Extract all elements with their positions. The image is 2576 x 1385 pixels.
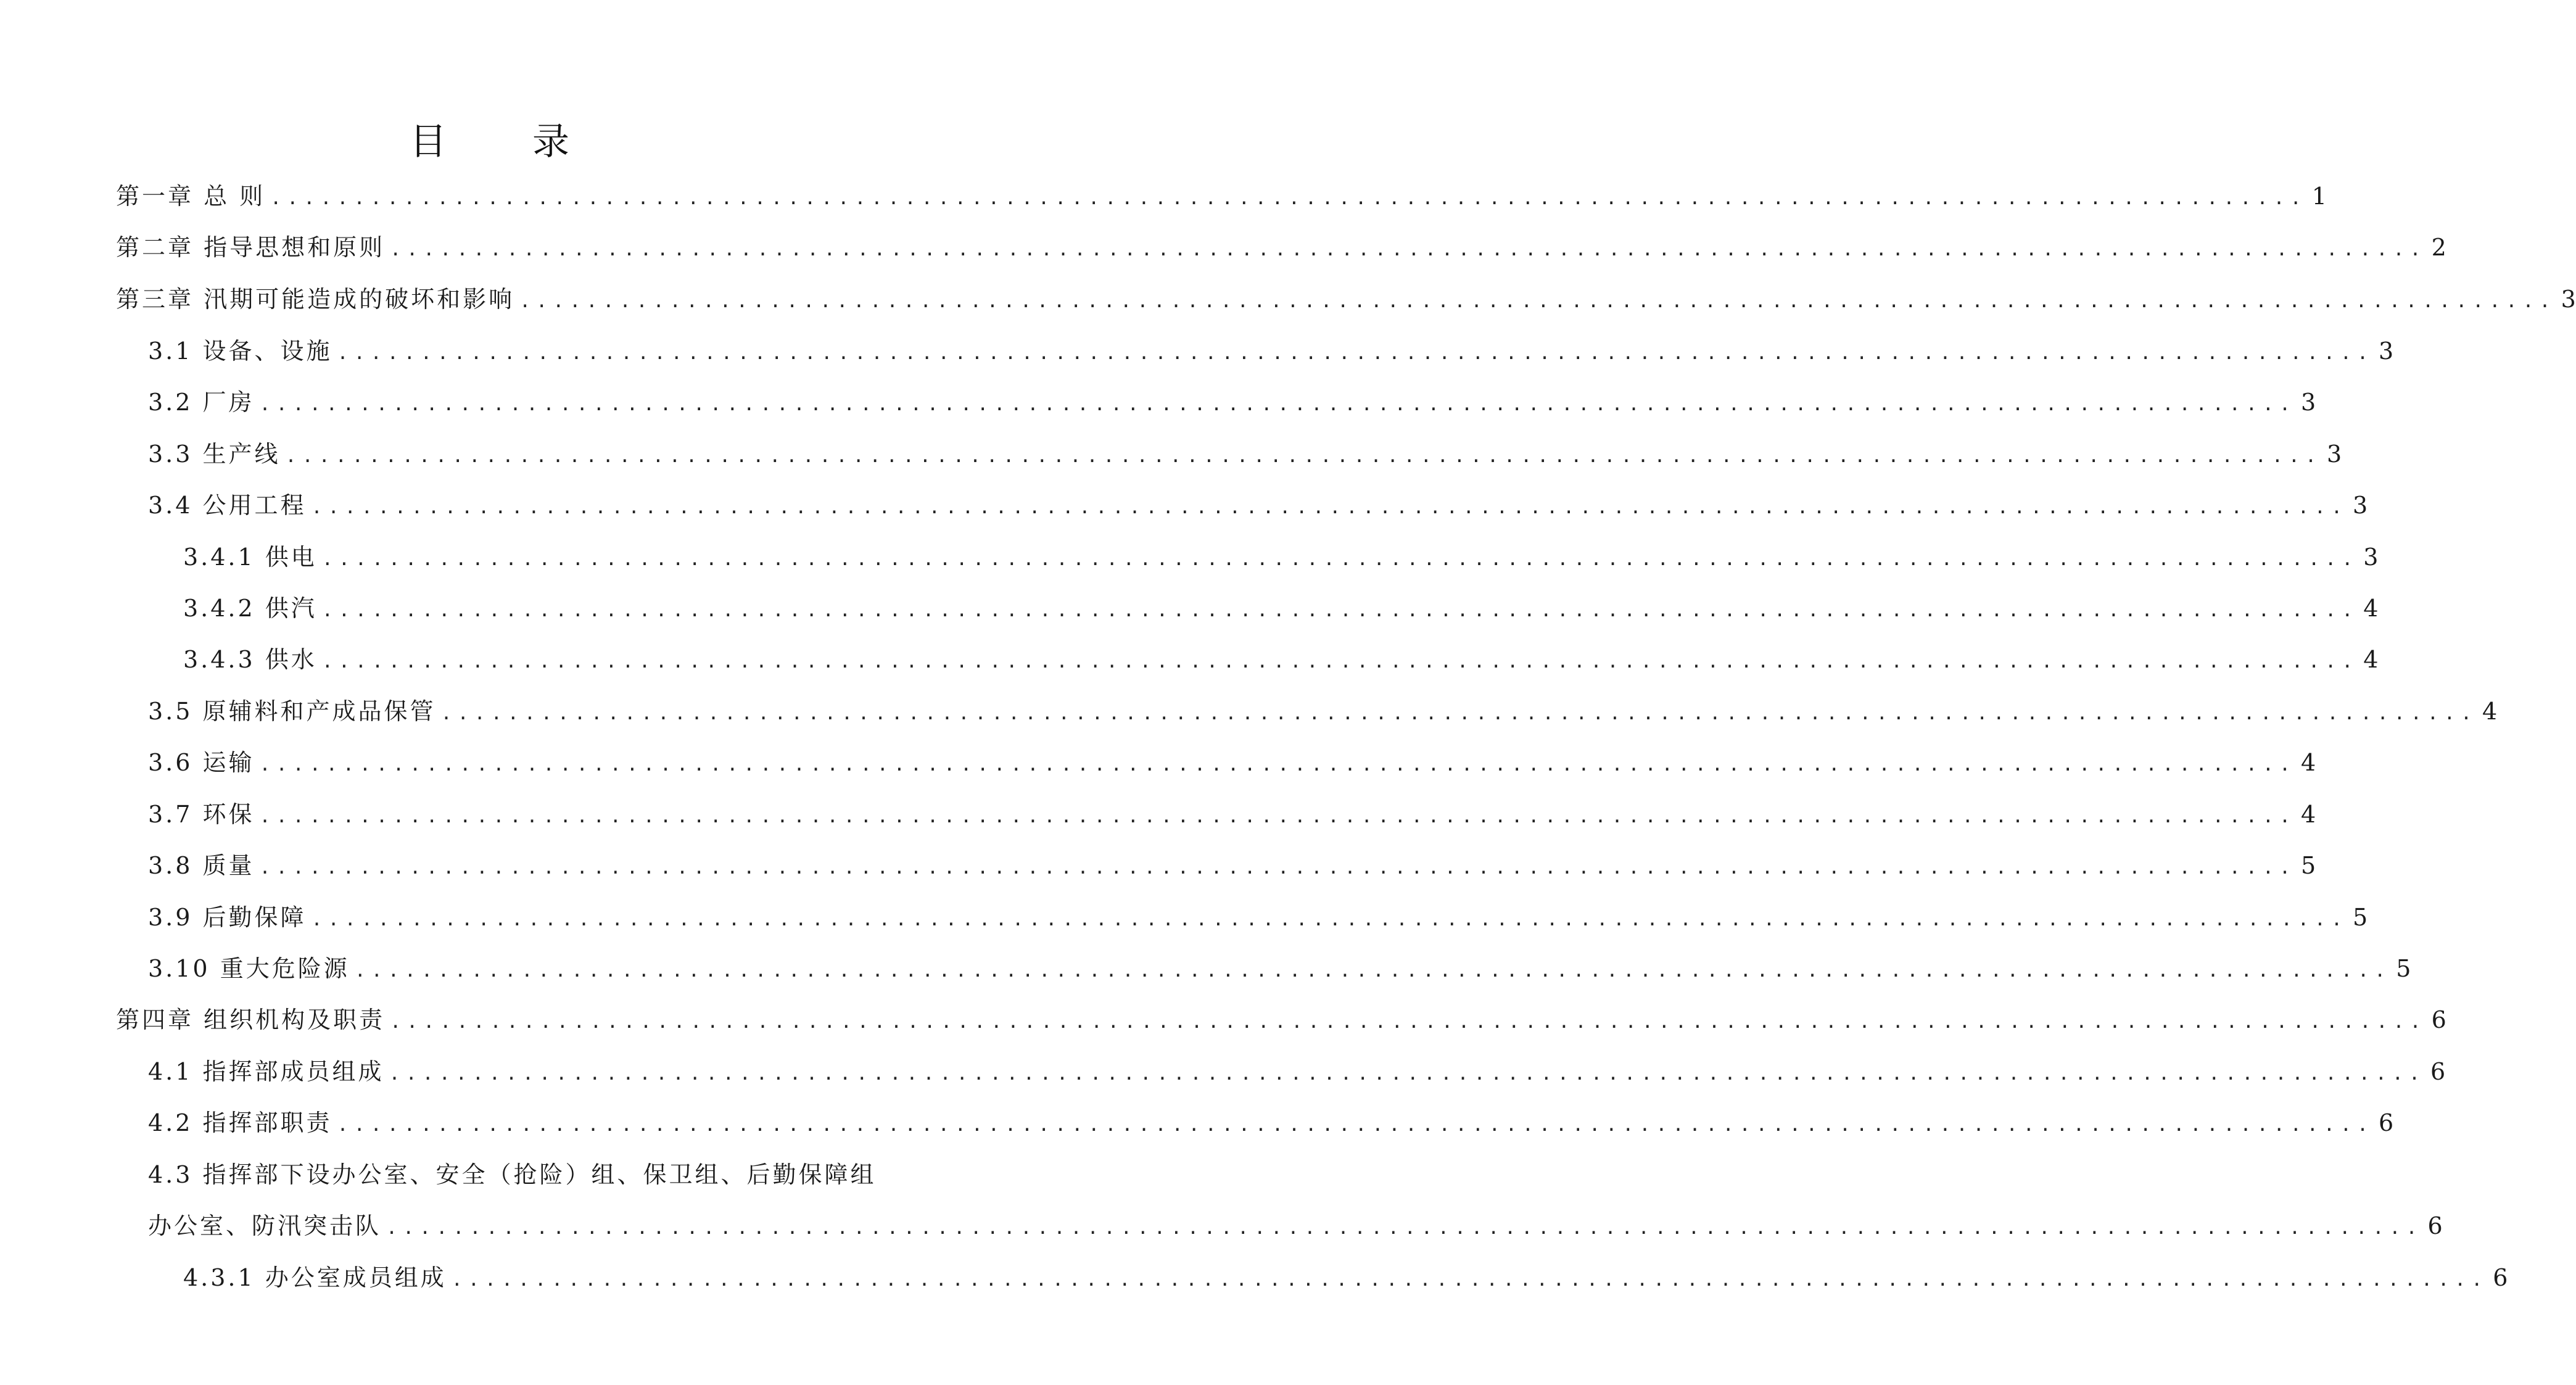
dot-leader: ..........................................................................................................................	[519, 291, 2556, 312]
toc-entry-page: 5	[2301, 852, 2316, 879]
toc-entry-page: 3	[2561, 286, 2576, 313]
toc-entry-label: 3.1 设备、设施	[148, 337, 332, 365]
toc-entry-3-4-2[interactable]	[183, 593, 2379, 626]
toc-entry-3-5[interactable]	[148, 696, 2498, 729]
toc-entry-4-2[interactable]	[148, 1107, 2394, 1141]
toc-entry-page: 4	[2482, 698, 2498, 725]
toc-entry-page: 3	[2363, 544, 2379, 571]
dot-leader: ..........................................................................................................................	[337, 342, 2374, 364]
toc-entry-3-4[interactable]	[148, 490, 2368, 523]
dot-leader: ..........................................................................................................................	[311, 497, 2348, 518]
toc-entry-page: 5	[2353, 904, 2368, 931]
toc-entry-label: 4.3.1 办公室成员组成	[183, 1264, 447, 1291]
toc-entry-4-3-1[interactable]	[183, 1262, 2508, 1296]
dot-leader: ..........................................................................................................................	[386, 1217, 2423, 1239]
toc-entry-4-3-line-2[interactable]	[148, 1210, 2443, 1244]
toc-entry-4-1[interactable]	[148, 1056, 2446, 1089]
toc-entry-label: 第四章 组织机构及职责	[116, 1006, 386, 1033]
toc-entry-page: 5	[2396, 955, 2411, 982]
toc-entry-page: 3	[2301, 389, 2316, 416]
dot-leader: ..........................................................................................................................	[451, 1269, 2488, 1291]
toc-entry-3-4-1[interactable]	[183, 542, 2379, 575]
toc-entry-label: 3.4.1 供电	[183, 544, 317, 571]
toc-entry-page: 4	[2363, 646, 2379, 673]
page-title: 目 录	[409, 120, 607, 163]
dot-leader: ..........................................................................................................................	[390, 1011, 2427, 1033]
toc-entry-label: 3.3 生产线	[148, 440, 281, 468]
dot-leader: ..........................................................................................................................	[259, 806, 2297, 827]
toc-entry-page: 6	[2427, 1212, 2443, 1239]
toc-entry-chapter-3[interactable]	[116, 284, 2576, 317]
dot-leader: ..........................................................................................................................	[285, 445, 2322, 467]
toc-entry-page: 4	[2301, 749, 2316, 776]
toc-entry-label: 3.2 厂房	[148, 389, 255, 416]
dot-leader: ..........................................................................................................................	[259, 394, 2297, 415]
dot-leader: ..........................................................................................................................	[440, 703, 2478, 724]
toc-entry-label: 第三章 汛期可能造成的破坏和影响	[116, 286, 515, 313]
toc-entry-3-10[interactable]	[148, 953, 2411, 986]
toc-entry-label: 3.4.2 供汽	[183, 595, 317, 622]
dot-leader: ..........................................................................................................................	[311, 909, 2348, 930]
toc-entry-page: 4	[2301, 801, 2316, 828]
toc-entry-page: 2	[2431, 234, 2446, 261]
toc-entry-label: 3.8 质量	[148, 852, 255, 879]
toc-entry-3-3[interactable]	[148, 439, 2342, 472]
toc-entry-chapter-4[interactable]	[116, 1004, 2446, 1038]
dot-leader: ..........................................................................................................................	[390, 239, 2427, 260]
toc-entry-3-1[interactable]	[148, 336, 2394, 369]
toc-entry-label: 第一章 总 则	[116, 183, 266, 210]
toc-entry-page: 6	[2379, 1109, 2394, 1136]
toc-entry-label: 办公室、防汛突击队	[148, 1212, 382, 1239]
toc-entry-3-8[interactable]	[148, 850, 2316, 883]
dot-leader: ..........................................................................................................................	[389, 1063, 2426, 1085]
dot-leader: ..........................................................................................................................	[259, 857, 2297, 879]
toc-entry-page: 3	[2327, 440, 2342, 468]
dot-leader: ..........................................................................................................................	[321, 600, 2359, 621]
toc-entry-label: 3.7 环保	[148, 801, 255, 828]
toc-entry-3-6[interactable]	[148, 747, 2316, 780]
toc-entry-page: 3	[2353, 492, 2368, 519]
toc-entry-4-3-line-1[interactable]: 4.3 指挥部下设办公室、安全（抢险）组、保卫组、后勤保障组	[148, 1161, 877, 1188]
toc-entry-page: 4	[2363, 595, 2379, 622]
dot-leader: ..........................................................................................................................	[354, 960, 2392, 982]
toc-entry-page: 6	[2493, 1264, 2508, 1291]
toc-entry-page: 3	[2379, 337, 2394, 365]
toc-entry-label: 4.2 指挥部职责	[148, 1109, 332, 1136]
toc-entry-page: 1	[2311, 183, 2327, 210]
toc-entry-label: 3.9 后勤保障	[148, 904, 307, 931]
toc-entry-chapter-1[interactable]	[116, 181, 2327, 214]
dot-leader: ..........................................................................................................................	[337, 1114, 2374, 1136]
toc-entry-chapter-2[interactable]	[116, 232, 2446, 265]
toc-entry-label: 3.4 公用工程	[148, 492, 307, 519]
dot-leader: ..........................................................................................................................	[259, 754, 2297, 775]
toc-entry-3-9[interactable]	[148, 902, 2368, 935]
toc-entry-page: 6	[2431, 1006, 2446, 1033]
toc-entry-label: 4.1 指挥部成员组成	[148, 1058, 384, 1085]
toc-entry-page: 6	[2430, 1058, 2446, 1085]
dot-leader: ..........................................................................................................................	[270, 188, 2307, 209]
dot-leader: ..........................................................................................................................	[321, 651, 2359, 672]
toc-entry-3-4-3[interactable]	[183, 644, 2379, 677]
dot-leader: ..........................................................................................................................	[321, 548, 2359, 570]
toc-entry-label: 3.4.3 供水	[183, 646, 317, 673]
toc-entry-label: 3.6 运输	[148, 749, 255, 776]
toc-entry-label: 第二章 指导思想和原则	[116, 234, 386, 261]
toc-entry-3-2[interactable]	[148, 387, 2316, 420]
toc-entry-label: 3.5 原辅料和产成品保管	[148, 698, 436, 725]
toc-entry-3-7[interactable]	[148, 799, 2316, 832]
toc-entry-label: 3.10 重大危险源	[148, 955, 350, 982]
